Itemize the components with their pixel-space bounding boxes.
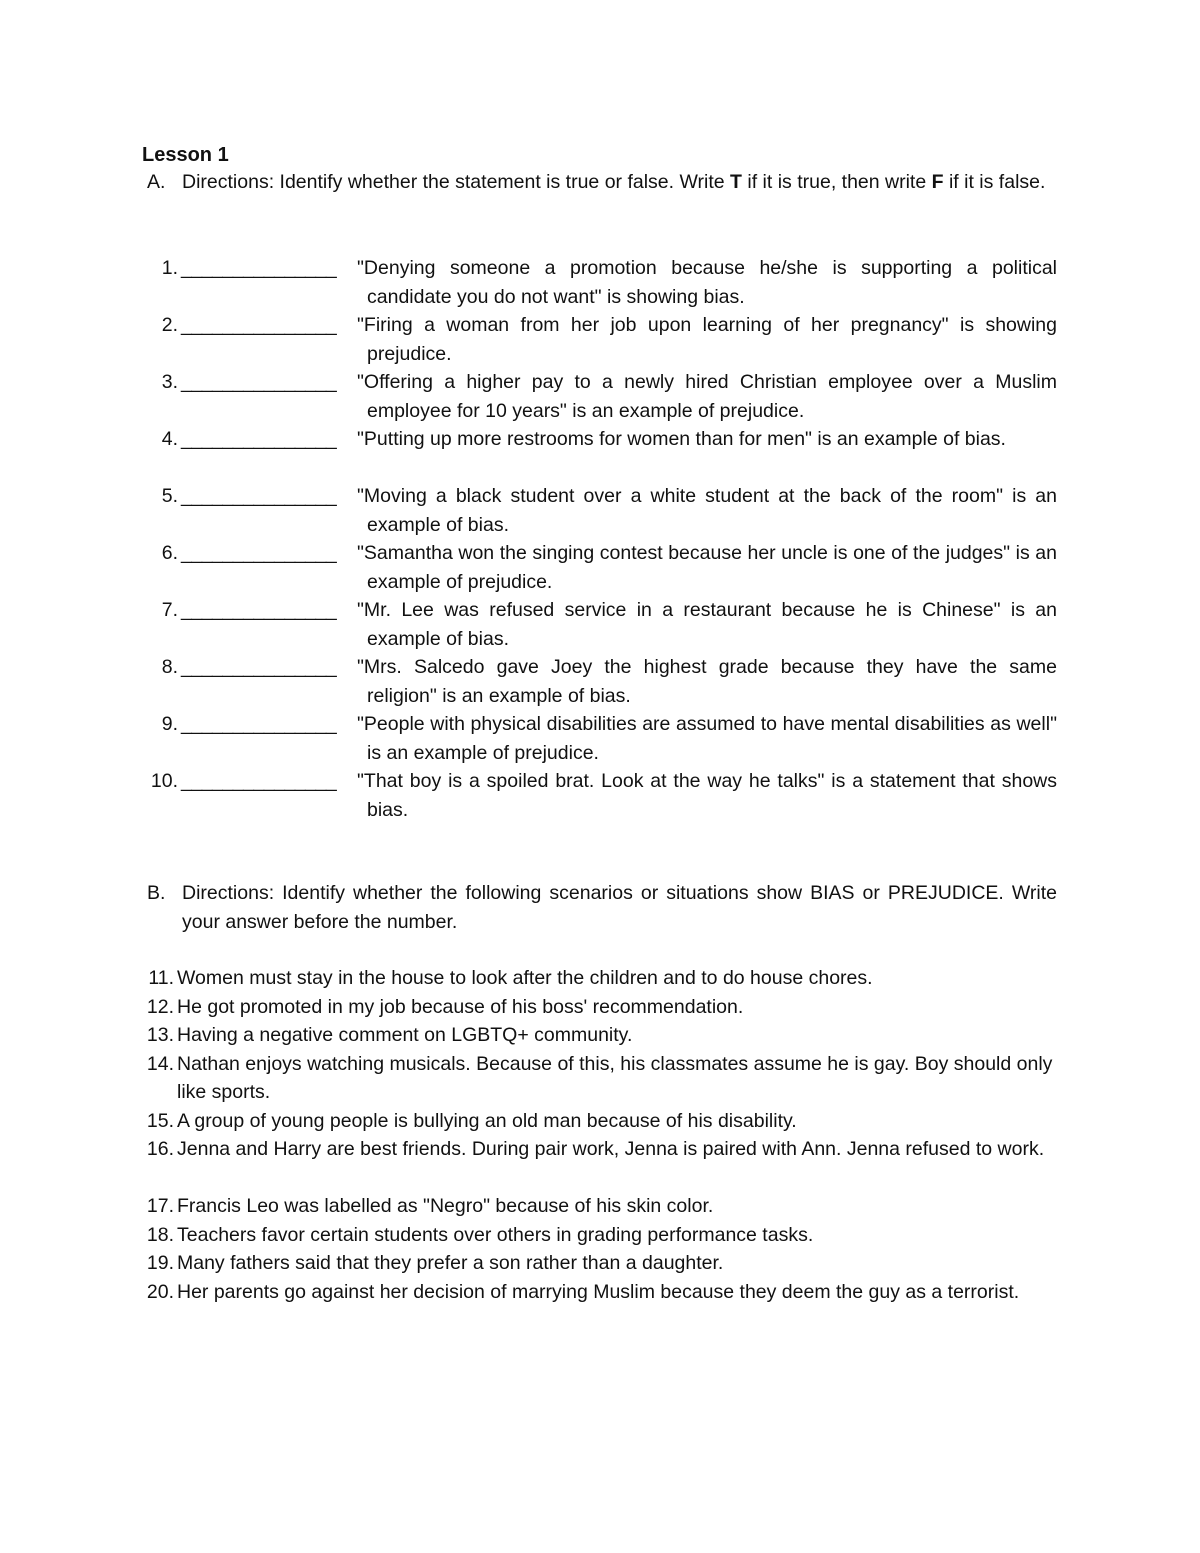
section-a-letter: A.	[147, 171, 166, 193]
lesson-title: Lesson 1	[142, 144, 229, 166]
item-number: 15.	[146, 1109, 174, 1132]
scenario-text: Her parents go against her decision of marrying Muslim because they deem the guy as a terrorist.	[177, 1280, 1020, 1303]
scenario-text: Having a negative comment on LGBTQ+ community.	[177, 1024, 633, 1046]
item-number: 6.	[161, 542, 178, 564]
scenario-text: A group of young people is bullying an old man because of his disability.	[177, 1109, 797, 1132]
list-item	[150, 311, 1060, 368]
item-number: 4.	[161, 428, 178, 450]
statement-text: "Denying someone a promotion because he/she is supporting a political candidate you do not want" is showing bias.	[357, 257, 1057, 308]
answer-blank: _______________	[181, 770, 337, 792]
list-item	[150, 596, 1060, 653]
list-item	[141, 964, 1061, 993]
item-number: 10.	[150, 770, 178, 792]
true-marker: T	[730, 171, 742, 193]
item-number: 13.	[146, 1024, 174, 1046]
scenario-text: Teachers favor certain students over others in grading performance tasks.	[177, 1223, 814, 1246]
scenario-list	[141, 964, 1061, 1335]
answer-blank: _______________	[181, 713, 337, 735]
list-item	[150, 368, 1060, 425]
answer-blank: _______________	[181, 371, 337, 393]
true-false-list	[150, 254, 1060, 824]
item-number: 12.	[146, 995, 174, 1018]
statement-text: "Putting up more restrooms for women than for men" is an example of bias.	[357, 428, 1006, 450]
item-number: 8.	[161, 656, 178, 678]
scenario-text: Many fathers said that they prefer a son rather than a daughter.	[177, 1252, 724, 1274]
item-number: 14.	[146, 1052, 174, 1075]
list-item	[150, 482, 1060, 539]
scenario-text: Women must stay in the house to look after the children and to do house chores.	[177, 967, 873, 989]
list-item	[141, 1107, 1061, 1136]
answer-blank: _______________	[181, 257, 337, 279]
list-item	[141, 1249, 1061, 1278]
statement-text: "Mrs. Salcedo gave Joey the highest grade because they have the same religion" is an example of bias.	[357, 656, 1057, 707]
list-item	[141, 1221, 1061, 1250]
scenario-text: Jenna and Harry are best friends. During pair work, Jenna is paired with Ann. Jenna refused to work.	[177, 1138, 1045, 1160]
statement-text: "People with physical disabilities are assumed to have mental disabilities as well" is an example of prejudice.	[357, 713, 1057, 764]
directions-part: if it is false.	[943, 171, 1046, 193]
statement-text: "Firing a woman from her job upon learning of her pregnancy" is showing prejudice.	[357, 314, 1057, 365]
list-item	[150, 425, 1060, 482]
item-number: 20.	[146, 1280, 174, 1303]
answer-blank: _______________	[181, 485, 337, 507]
directions-part: Directions: Identify whether the statement is true or false. Write	[182, 171, 731, 193]
statement-text: "Samantha won the singing contest because her uncle is one of the judges" is an example of prejudice.	[357, 542, 1057, 593]
scenario-text: Francis Leo was labelled as "Negro" because of his skin color.	[177, 1195, 714, 1217]
item-number: 17.	[146, 1195, 174, 1217]
item-number: 11.	[148, 967, 174, 989]
item-number: 3.	[161, 371, 178, 393]
section-b-directions-text: Directions: Identify whether the following scenarios or situations show BIAS or PREJUDICE. Write your answer before the number.	[182, 882, 1057, 933]
list-item	[150, 653, 1060, 710]
item-number: 2.	[161, 314, 178, 336]
list-item	[150, 539, 1060, 596]
answer-blank: _______________	[181, 314, 337, 336]
list-item	[141, 1135, 1061, 1192]
list-item	[150, 767, 1060, 824]
item-number: 18.	[146, 1223, 174, 1246]
statement-text: "Mr. Lee was refused service in a restaurant because he is Chinese" is an example of bias.	[357, 599, 1057, 650]
item-number: 7.	[161, 599, 178, 621]
section-a-directions-text	[182, 168, 1057, 197]
answer-blank: _______________	[181, 428, 337, 450]
answer-blank: _______________	[181, 599, 337, 621]
section-b-letter: B.	[147, 882, 166, 904]
item-number: 9.	[161, 713, 178, 735]
list-item	[141, 1050, 1061, 1107]
answer-blank: _______________	[181, 656, 337, 678]
item-number: 5.	[161, 485, 178, 507]
list-item	[141, 1021, 1061, 1050]
false-marker: F	[931, 171, 944, 193]
directions-part: if it is true, then write	[741, 171, 932, 193]
statement-text: "Moving a black student over a white student at the back of the room" is an example of bias.	[357, 485, 1057, 536]
list-item	[150, 710, 1060, 767]
answer-blank: _______________	[181, 542, 337, 564]
item-number: 16.	[146, 1138, 174, 1160]
statement-text: "Offering a higher pay to a newly hired Christian employee over a Muslim employee for 10 years" is an example of prejudice.	[357, 371, 1057, 422]
item-number: 1.	[161, 257, 178, 279]
list-item	[141, 993, 1061, 1022]
scenario-text: He got promoted in my job because of his boss' recommendation.	[177, 995, 744, 1018]
list-item	[141, 1192, 1061, 1221]
list-item	[141, 1278, 1061, 1335]
item-number: 19.	[146, 1252, 174, 1274]
statement-text: "That boy is a spoiled brat. Look at the way he talks" is a statement that shows bias.	[357, 770, 1057, 821]
list-item	[150, 254, 1060, 311]
scenario-text: Nathan enjoys watching musicals. Because of this, his classmates assume he is gay. Boy should only like sports.	[177, 1052, 1053, 1103]
